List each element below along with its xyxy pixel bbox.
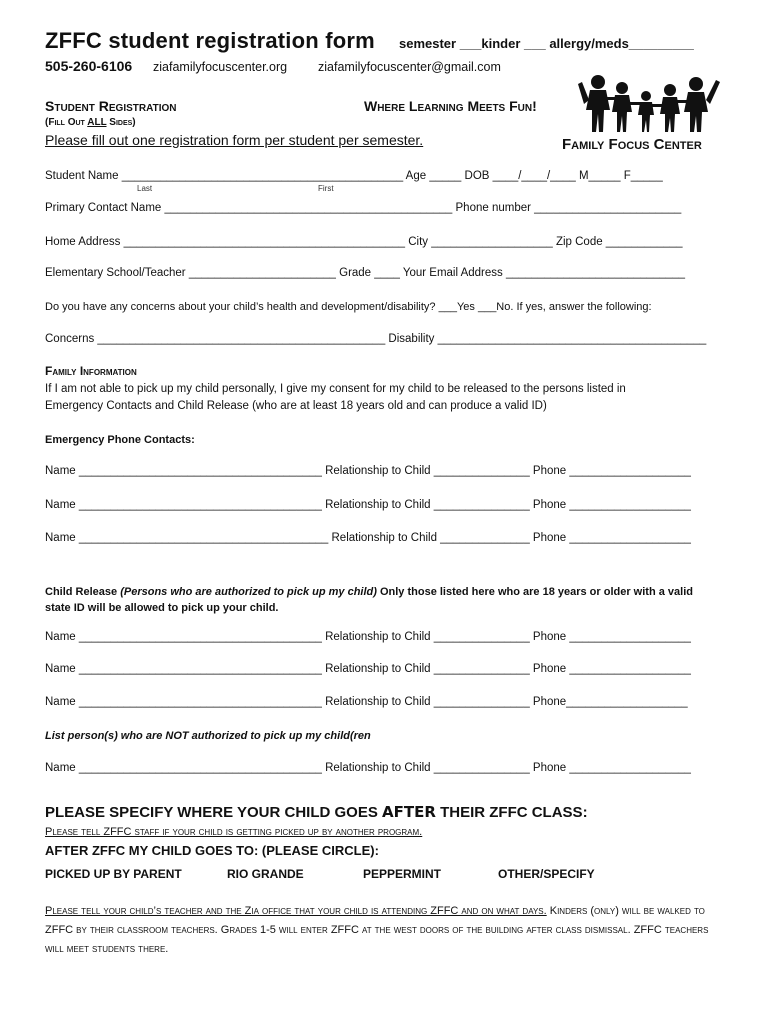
emergency-contact-row[interactable]: Name ______________________________________ Relationship to Child _______________ Phone ___________________	[45, 465, 691, 477]
tell-staff-note: Please tell ZFFC staff if your child is getting picked up by another program.	[45, 826, 423, 838]
after-heading-post: THEIR ZFFC CLASS:	[435, 804, 588, 821]
concerns-question[interactable]: Do you have any concerns about your child’s health and development/disability? ___Yes ___No. If yes, answer the following:	[45, 301, 652, 313]
center-phone: 505-260-6106	[45, 58, 133, 74]
form-title	[45, 28, 375, 54]
child-release-row[interactable]: Name ______________________________________ Relationship to Child _______________ Phone ___________________	[45, 663, 691, 675]
child-release-heading	[45, 584, 705, 616]
first-name-label: First	[318, 184, 334, 193]
home-address-field[interactable]: Home Address ____________________________________________ City ___________________ Zip Code ____________	[45, 236, 683, 248]
note-rest: Kinders (only) will be walked to ZFFC by their classroom teachers. Grades 1-5 will enter ZFFC at the west doors of the building after class dismissal. ZFFC teachers will meet students there.	[45, 905, 709, 955]
family-figures-icon	[576, 70, 726, 136]
primary-contact-field[interactable]: Primary Contact Name _____________________________________________ Phone number _______________________	[45, 202, 682, 214]
release-title-italic: (Persons who are authorized to pick up my child)	[120, 586, 377, 598]
one-form-instruction: Please fill out one registration form per student per semester.	[45, 132, 424, 148]
fill-note-all: ALL	[87, 117, 107, 128]
school-grade-email-field[interactable]: Elementary School/Teacher _______________________ Grade ____ Your Email Address ____________________________	[45, 267, 686, 279]
center-email: ziafamilyfocuscenter@gmail.com	[318, 60, 501, 74]
option-peppermint[interactable]: PEPPERMINT	[363, 867, 442, 881]
option-picked-up-by-parent[interactable]: PICKED UP BY PARENT	[45, 867, 182, 881]
release-title-bold: Child Release	[45, 586, 121, 598]
after-class-heading	[45, 803, 588, 821]
center-website: ziafamilyfocuscenter.org	[153, 60, 288, 74]
option-other-specify[interactable]: OTHER/SPECIFY	[498, 867, 595, 881]
emergency-contact-row[interactable]: Name _______________________________________ Relationship to Child ______________ Phone ___________________	[45, 532, 691, 544]
emergency-contacts-heading: Emergency Phone Contacts:	[45, 434, 195, 446]
concerns-disability-field[interactable]: Concerns _____________________________________________ Disability __________________________________________	[45, 333, 707, 345]
option-rio-grande[interactable]: RIO GRANDE	[227, 867, 304, 881]
fill-note-suffix: Sides)	[106, 117, 136, 128]
consent-paragraph: If I am not able to pick up my child personally, I give my consent for my child to be released to the persons listed in Emergency Contacts and Child Release (who are at least 18 years old and can produce a valid ID)	[45, 383, 626, 412]
tagline: Where Learning Meets Fun!	[364, 98, 537, 114]
after-zffc-line: AFTER ZFFC MY CHILD GOES TO: (PLEASE CIRCLE):	[45, 843, 379, 858]
semester-field: semester ___kinder ___ allergy/meds_________	[399, 36, 694, 51]
note-underlined: Please tell your child’s teacher and the Zia office that your child is attending ZFFC and on what days.	[45, 905, 547, 917]
fill-note-prefix: (Fill Out	[45, 117, 88, 128]
family-information-heading: Family Information	[45, 364, 137, 378]
not-authorized-row[interactable]: Name ______________________________________ Relationship to Child _______________ Phone ___________________	[45, 762, 691, 774]
not-authorized-heading: List person(s) who are NOT authorized to pick up my child(ren	[45, 730, 371, 742]
fill-all-sides-note	[45, 117, 136, 128]
emergency-contact-row[interactable]: Name ______________________________________ Relationship to Child _______________ Phone ___________________	[45, 499, 691, 511]
form-title-text: ZFFC student registration form	[45, 28, 375, 53]
child-release-row[interactable]: Name ______________________________________ Relationship to Child _______________ Phone ___________________	[45, 631, 691, 643]
after-heading-pre: PLEASE SPECIFY WHERE YOUR CHILD GOES	[45, 804, 383, 821]
child-release-row[interactable]: Name ______________________________________ Relationship to Child _______________ Phone___________________	[45, 696, 688, 708]
after-heading-emph: AFTER	[382, 803, 436, 821]
last-name-label: Last	[137, 184, 153, 193]
release-title-rest: Only those listed here who are 18 years or older with a valid state ID will be allowed to pick up your child.	[45, 586, 693, 614]
family-focus-logo	[562, 70, 726, 160]
teacher-office-note	[45, 902, 725, 959]
logo-text: Family Focus Center	[562, 136, 702, 153]
student-registration-heading: Student Registration	[45, 98, 177, 114]
student-name-field[interactable]: Student Name ____________________________________________ Age _____ DOB ____/____/____ M_____ F_____	[45, 170, 663, 182]
